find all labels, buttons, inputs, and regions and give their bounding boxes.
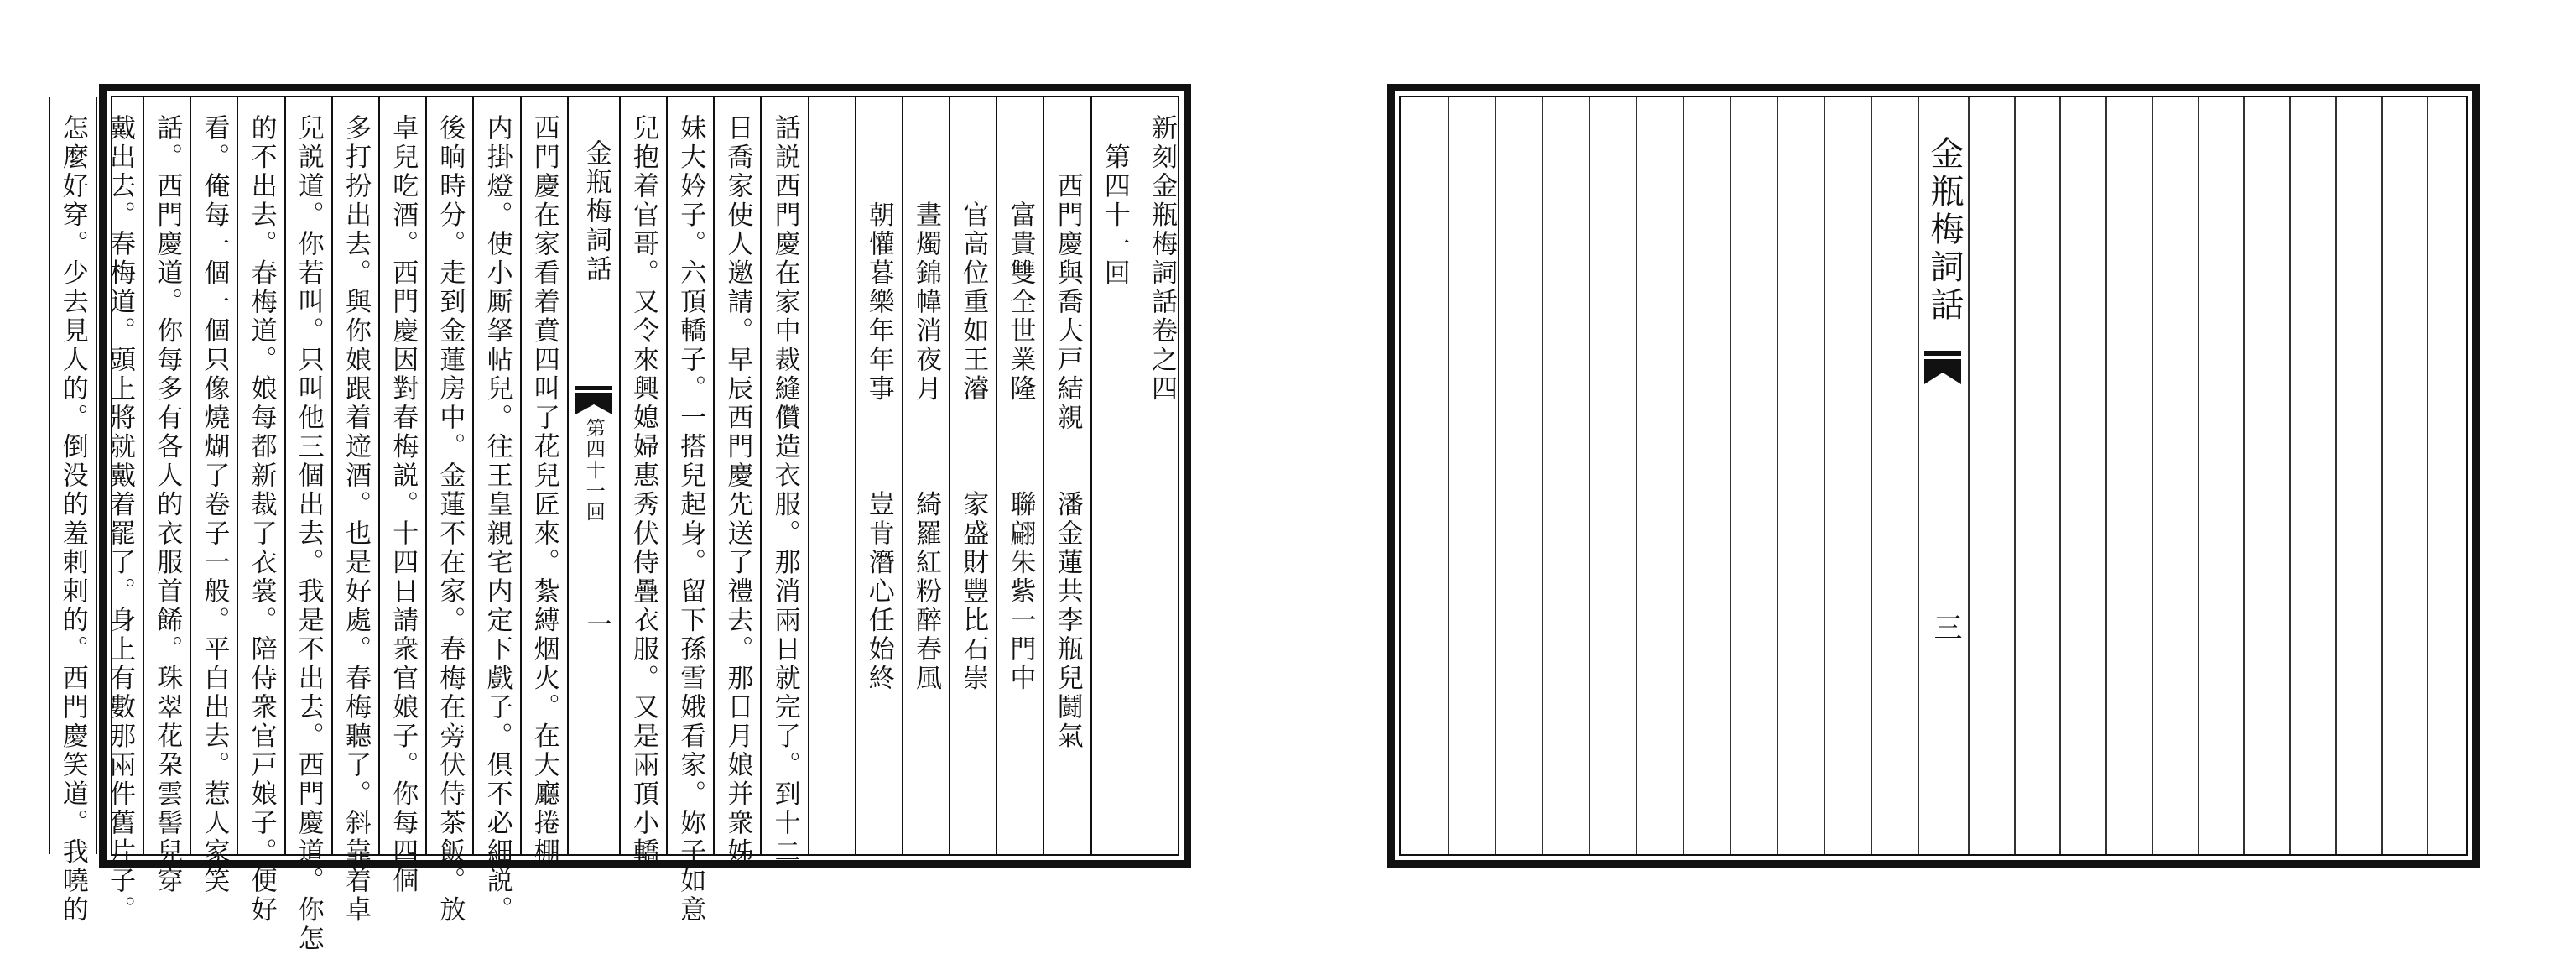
ruled-line (2381, 97, 2383, 854)
ruled-line (1495, 97, 1496, 854)
column-text: 戴出去。春梅道。頭上將就戴着罷了。身上有數那兩件舊片子。 (105, 114, 135, 925)
column-text: 新刻金瓶梅詞話卷之四 (1146, 114, 1177, 404)
ruled-line (1777, 97, 1778, 854)
ruled-line (1918, 97, 1919, 854)
ruled-line (1589, 97, 1590, 854)
column-text: 卓兒吃酒。西門慶因對春梅説。十四日請衆官娘子。你每四個 (388, 114, 419, 896)
text-column (378, 97, 425, 896)
column-text: 日喬家使人邀請。早辰西門慶先送了禮去。那日月娘并衆姊 (722, 114, 753, 867)
text-column (331, 97, 378, 925)
column-text: 妹大妗子。六頂轎子。一搭兒起身。留下孫雪娥看家。妳子如意 (675, 114, 706, 925)
column-text: 怎麼好穿。少去見人的。倒没的羞剌剌的。西門慶笑道。我曉的 (57, 114, 88, 925)
text-column (1043, 97, 1090, 854)
ruled-line (1824, 97, 1825, 854)
left-page-text-block (57, 96, 1179, 954)
ruled-line (2059, 97, 2061, 854)
text-column (190, 97, 237, 896)
ruled-line (1730, 97, 1731, 854)
text-column (1137, 97, 1184, 854)
text-column (855, 97, 902, 854)
ruled-line (2427, 97, 2428, 854)
text-column (49, 97, 96, 925)
ruled-line (2335, 97, 2337, 854)
column-text: 官高位重如王濬 家盛財豐比石崇 (958, 114, 989, 693)
ruled-line (2105, 97, 2107, 854)
column-text: 多打扮出去。與你娘跟着遆酒。也是好處。春梅聽了。斜靠着卓 (340, 114, 371, 925)
empty-column (808, 97, 855, 854)
ruled-line (1871, 97, 1872, 854)
ruled-line (1448, 97, 1449, 854)
text-column (666, 97, 713, 925)
center-chapter: 第四十一回 (582, 418, 605, 523)
column-text: 兒抱着官哥。又令來興媳婦惠秀伏侍疊衣服。又是兩頂小轎 (627, 114, 658, 867)
text-column (1090, 97, 1137, 854)
column-text: 的不出去。春梅道。娘每都新裁了衣裳。陪侍衆官戸娘子。便好 (246, 114, 277, 925)
text-column (237, 97, 284, 925)
text-column (96, 97, 143, 925)
fishtail-mark-icon (1924, 351, 1961, 384)
column-text: 看。俺每一個一個只像燒煳了卷子一般。平白出去。惹人家笑 (199, 114, 230, 896)
ruled-line (2243, 97, 2245, 854)
column-text: 晝燭錦幃消夜月 綺羅紅粉醉春風 (910, 114, 941, 693)
ruled-line (1968, 97, 1970, 854)
ruled-line (1683, 97, 1684, 854)
right-page-ruled-block (1399, 96, 2468, 856)
right-page-folio: 三 (1928, 613, 1962, 641)
column-text: 内掛燈。使小厮拏帖兒。往王皇親宅内定下戲子。俱不必細説。 (481, 114, 513, 925)
right-page-center-column (1918, 97, 1968, 854)
ruled-line (2198, 97, 2199, 854)
column-text: 西門慶在家看着賁四叫了花兒匠來。紮縛烟火。在大廳捲棚 (528, 114, 559, 867)
text-column (713, 97, 760, 867)
text-column (143, 97, 190, 896)
left-page (57, 84, 1191, 954)
ruled-line (2014, 97, 2016, 854)
text-column (996, 97, 1043, 854)
text-column (619, 97, 666, 867)
right-page (1387, 84, 2480, 868)
ruled-line (1636, 97, 1637, 854)
column-text: 兒説道。你若叫。只叫他三個出去。我是不出去。西門慶道。你怎 (293, 114, 324, 954)
text-column (760, 97, 807, 867)
text-column (949, 97, 996, 854)
column-text: 話。西門慶道。你每多有各人的衣服首餙。珠翠花朶雲髻兒穿 (152, 114, 183, 896)
column-text: 後晌時分。走到金蓮房中。金蓮不在家。春梅在旁伏侍茶飯。放 (435, 114, 466, 925)
ruled-line (2289, 97, 2291, 854)
column-text: 朝懽暮樂年年事 豈肯潛心任始終 (863, 114, 894, 693)
text-column (520, 97, 567, 867)
column-text: 話説西門慶在家中裁縫儹造衣服。那消兩日就完了。到十二 (769, 114, 800, 867)
text-column (472, 97, 519, 925)
fishtail-mark-icon (575, 386, 612, 414)
column-text: 富貴雙全世業隆 聯翩朱紫一門中 (1005, 114, 1036, 693)
ruled-line (2152, 97, 2153, 854)
center-fold-column (567, 97, 619, 854)
text-column (425, 97, 472, 925)
column-text: 第四十一回 (1099, 114, 1130, 288)
column-text: 西門慶與喬大戸結親 潘金蓮共李瓶兒鬪氣 (1052, 114, 1083, 751)
text-column (284, 97, 331, 954)
center-title: 金瓶梅詞話 (580, 139, 611, 284)
left-page-folio: 一 (581, 611, 611, 636)
text-column (902, 97, 949, 854)
right-page-title: 金瓶梅詞話 (1925, 136, 1964, 325)
ruled-line (1542, 97, 1543, 854)
